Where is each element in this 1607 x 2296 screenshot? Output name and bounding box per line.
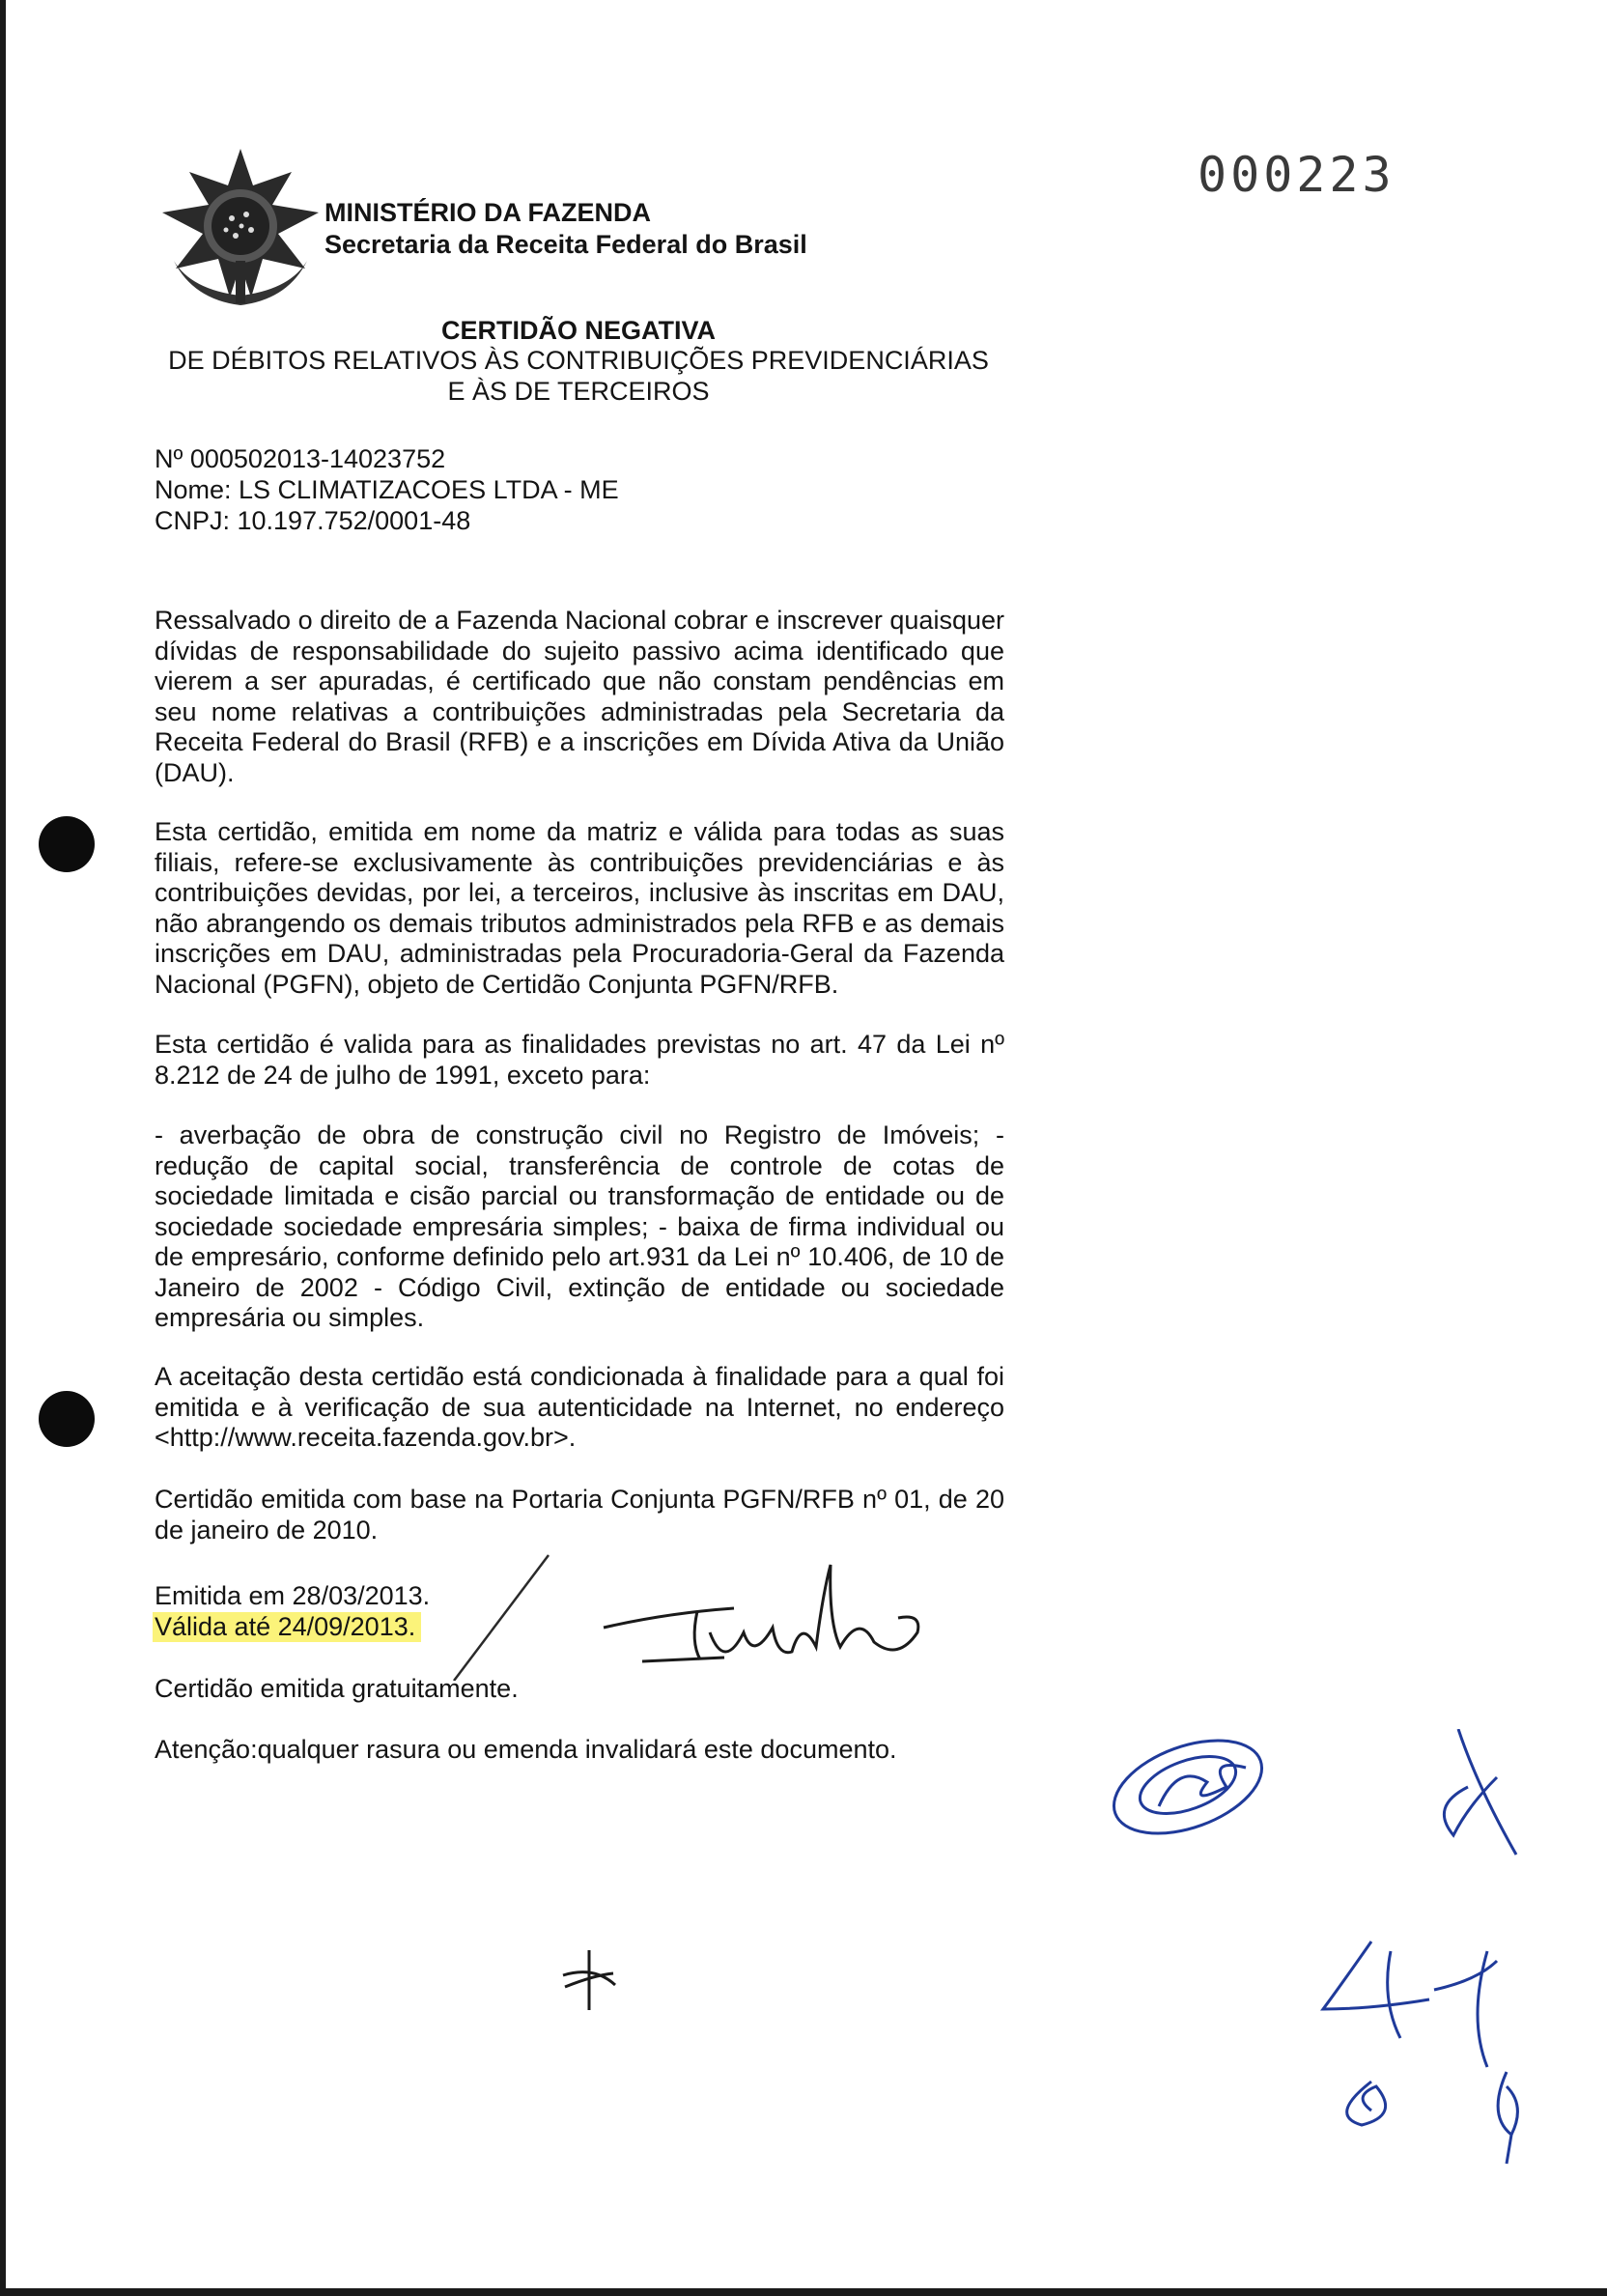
validity-date: Válida até 24/09/2013. xyxy=(153,1612,421,1642)
paragraph-authenticity: A aceitação desta certidão está condicionada à finalidade para a qual foi emitida e à verificação de sua autenticidade na Internet, no endereço <http://www.receita.fazenda.gov.br>. xyxy=(155,1362,1004,1452)
punch-hole xyxy=(39,1391,95,1447)
paragraph-validity-purposes: Esta certidão é valida para as finalidades previstas no art. 47 da Lei nº 8.212 de 24 de julho de 1991, exceto para: xyxy=(155,1030,1004,1090)
blue-initials-mark xyxy=(1082,1729,1584,2173)
secretariat-name: Secretaria da Receita Federal do Brasil xyxy=(324,230,807,259)
exceptions-list: - averbação de obra de construção civil no Registro de Imóveis; - redução de capital social, transferência de controle de cotas de sociedade limitada e cisão parcial ou transformação de entidade ou de sociedade sociedade empresária simples; - baixa de firma individual ou de empresário, conforme definido pelo art.931 da Lei nº 10.406, de 10 de Janeiro de 2002 - Código Civil, extinção de entidade ou sociedade empresária ou simples. xyxy=(155,1120,1004,1332)
certificate-number: Nº 000502013-14023752 xyxy=(155,444,446,473)
ministry-name: MINISTÉRIO DA FAZENDA xyxy=(324,198,652,227)
issue-date: Emitida em 28/03/2013. xyxy=(155,1581,431,1610)
taxpayer-cnpj: CNPJ: 10.197.752/0001-48 xyxy=(155,506,471,535)
paragraph-debt-reservation: Ressalvado o direito de a Fazenda Nacional cobrar e inscrever quaisquer dívidas de responsabilidade do sujeito passivo acima identificado que vierem a ser apuradas, é certificado que não constam pendências em seu nome relativas a contribuições administradas pela Secretaria da Receita Federal do Brasil (RFB) e a inscrições em Dívida Ativa da União (DAU). xyxy=(155,606,1004,787)
document-title: CERTIDÃO NEGATIVA xyxy=(440,316,716,345)
paragraph-legal-basis: Certidão emitida com base na Portaria Conjunta PGFN/RFB nº 01, de 20 de janeiro de 2010. xyxy=(155,1485,1004,1545)
tamper-warning: Atenção:qualquer rasura ou emenda invalidará este documento. xyxy=(155,1735,897,1764)
free-issuance-note: Certidão emitida gratuitamente. xyxy=(155,1674,519,1703)
document-subtitle-line2: E ÀS DE TERCEIROS xyxy=(447,377,710,406)
taxpayer-name: Nome: LS CLIMATIZACOES LTDA - ME xyxy=(155,475,619,504)
coat-of-arms-icon xyxy=(155,145,326,311)
document-subtitle-line1: DE DÉBITOS RELATIVOS ÀS CONTRIBUIÇÕES PREVIDENCIÁRIAS xyxy=(168,346,989,375)
punch-hole xyxy=(39,816,95,872)
handwritten-signature xyxy=(444,1536,966,1681)
paragraph-scope: Esta certidão, emitida em nome da matriz e válida para todas as suas filiais, refere-se exclusivamente às contribuições previdenciárias e às contribuições devidas, por lei, a terceiros, inclusive às inscritas em DAU, não abrangendo os demais tributos administrados pela RFB e as demais inscrições em DAU, administradas pela Procuradoria-Geral da Fazenda Nacional (PGFN), objeto de Certidão Conjunta PGFN/RFB. xyxy=(155,817,1004,999)
handwritten-cross-mark xyxy=(555,1946,623,2014)
stamp-number: 000223 xyxy=(1198,147,1396,203)
